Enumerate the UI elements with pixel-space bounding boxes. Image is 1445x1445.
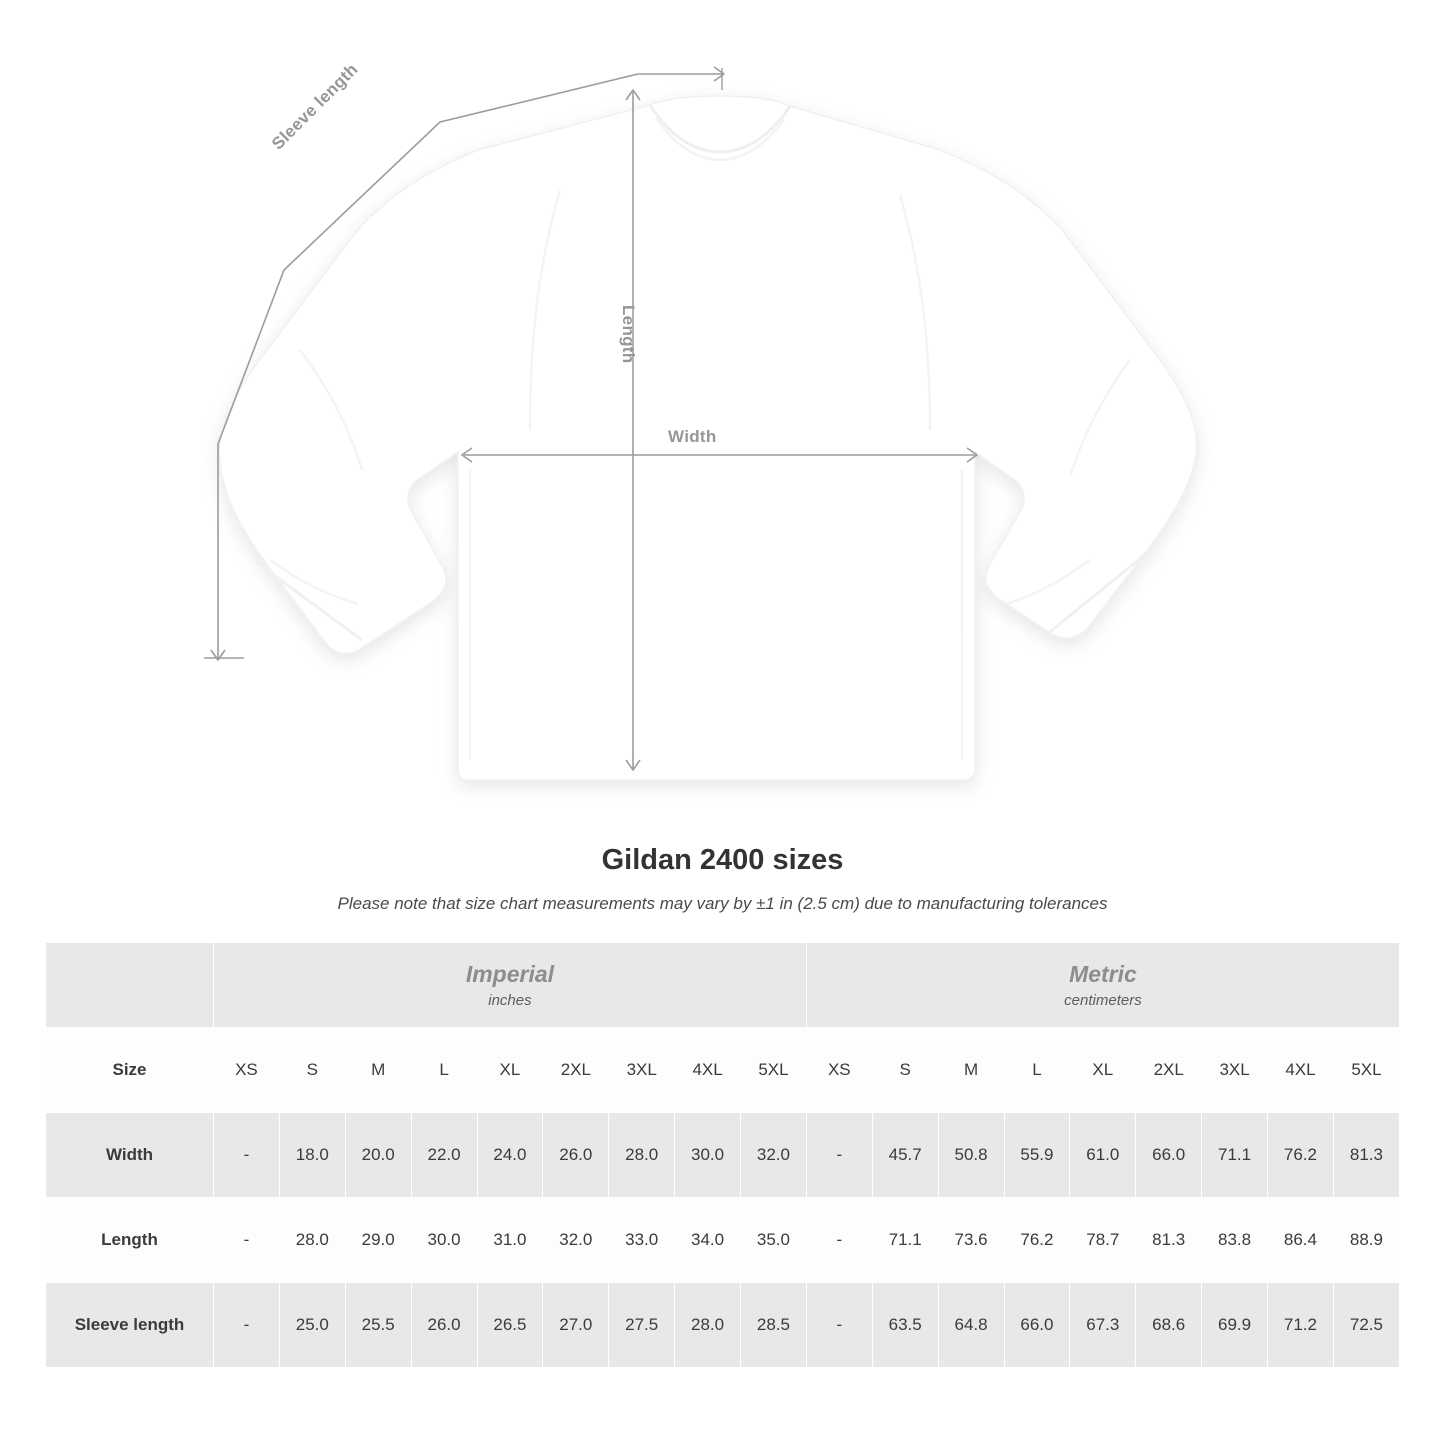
size-header-cell: 2XL [1136,1028,1202,1113]
table-row [46,1113,1400,1198]
measurement-cell: 28.0 [609,1113,675,1198]
row-label: Length [46,1198,214,1283]
measurement-cell: 32.0 [543,1198,609,1283]
measurement-cell: 78.7 [1070,1198,1136,1283]
size-header-cell: XS [214,1028,280,1113]
unit-metric-sub: centimeters [1064,991,1142,1009]
size-header-cell: L [411,1028,477,1113]
measurement-cell: 64.8 [938,1283,1004,1368]
measurement-cell: 61.0 [1070,1113,1136,1198]
measurement-cell: 35.0 [741,1198,807,1283]
measurement-cell: 25.0 [279,1283,345,1368]
measurement-cell: 83.8 [1202,1198,1268,1283]
measurement-cell: 86.4 [1268,1198,1334,1283]
measurement-cell: 27.0 [543,1283,609,1368]
size-header-cell: XL [477,1028,543,1113]
row-label: Sleeve length [46,1283,214,1368]
measurement-cell: 29.0 [345,1198,411,1283]
measurement-cell: 73.6 [938,1198,1004,1283]
measurement-cell: 71.1 [872,1198,938,1283]
measurement-cell: - [806,1113,872,1198]
table-row [46,1283,1400,1368]
measurement-cell: 24.0 [477,1113,543,1198]
unit-imperial-name: Imperial [465,961,555,988]
unit-header-metric [806,943,1399,1028]
table-row [46,1198,1400,1283]
measurement-cell: 28.0 [675,1283,741,1368]
measurement-cell: 31.0 [477,1198,543,1283]
measurement-cell: - [214,1198,280,1283]
size-header-cell: 4XL [1268,1028,1334,1113]
size-header-cell: XS [806,1028,872,1113]
unit-header-row [46,943,1400,1028]
size-header-cell: 2XL [543,1028,609,1113]
measurement-cell: 68.6 [1136,1283,1202,1368]
measurement-cell: 25.5 [345,1283,411,1368]
measurement-cell: 27.5 [609,1283,675,1368]
measurement-cell: 20.0 [345,1113,411,1198]
measurement-cell: 76.2 [1268,1113,1334,1198]
measurement-cell: 55.9 [1004,1113,1070,1198]
measurement-cell: 67.3 [1070,1283,1136,1368]
size-header-cell: 4XL [675,1028,741,1113]
measurement-cell: 26.5 [477,1283,543,1368]
measurement-cell: 30.0 [411,1198,477,1283]
unit-imperial-sub: inches [488,991,532,1009]
measurement-cell: 71.1 [1202,1113,1268,1198]
unit-metric-name: Metric [1069,961,1137,988]
size-header-cell: L [1004,1028,1070,1113]
size-header-cell: XL [1070,1028,1136,1113]
size-header-cell: 3XL [1202,1028,1268,1113]
measurement-cell: 72.5 [1333,1283,1399,1368]
measurement-cell: - [806,1283,872,1368]
size-header-row [46,1028,1400,1113]
measurement-cell: - [214,1113,280,1198]
measurement-cell: 26.0 [411,1283,477,1368]
size-table-wrapper [45,942,1400,1368]
measurement-cell: 50.8 [938,1113,1004,1198]
measurement-cell: 66.0 [1004,1283,1070,1368]
size-header-cell: 5XL [741,1028,807,1113]
size-header-cell: 3XL [609,1028,675,1113]
size-row-label: Size [46,1028,214,1113]
measurement-cell: 34.0 [675,1198,741,1283]
measurement-cell: 28.0 [279,1198,345,1283]
unit-header-imperial [214,943,807,1028]
unit-header-spacer [46,943,214,1028]
measurement-cell: 71.2 [1268,1283,1334,1368]
size-header-cell: 5XL [1333,1028,1399,1113]
row-label: Width [46,1113,214,1198]
measurement-cell: 28.5 [741,1283,807,1368]
measurement-cell: 88.9 [1333,1198,1399,1283]
measurement-cell: 26.0 [543,1113,609,1198]
measurement-cell: 22.0 [411,1113,477,1198]
measurement-cell: - [806,1198,872,1283]
tolerance-note: Please note that size chart measurements may vary by ±1 in (2.5 cm) due to manufacturing tolerances [337,894,1108,913]
measurement-cell: 66.0 [1136,1113,1202,1198]
measurement-cell: 76.2 [1004,1198,1070,1283]
length-label: Length [619,305,638,364]
measurement-cell: 30.0 [675,1113,741,1198]
measurement-cell: 33.0 [609,1198,675,1283]
measurement-cell: 81.3 [1136,1198,1202,1283]
sleeve-length-label: Sleeve length [268,59,362,154]
measurement-cell: 32.0 [741,1113,807,1198]
size-header-cell: S [279,1028,345,1113]
measurement-cell: 69.9 [1202,1283,1268,1368]
measurement-cell: 63.5 [872,1283,938,1368]
measurement-cell: 81.3 [1333,1113,1399,1198]
size-table [45,942,1400,1368]
measurement-cell: 45.7 [872,1113,938,1198]
measurement-cell: 18.0 [279,1113,345,1198]
width-label: Width [668,427,717,446]
size-header-cell: S [872,1028,938,1113]
size-header-cell: M [938,1028,1004,1113]
measurement-cell: - [214,1283,280,1368]
title-block [0,844,1445,914]
page-title: Gildan 2400 sizes [601,844,844,876]
size-header-cell: M [345,1028,411,1113]
